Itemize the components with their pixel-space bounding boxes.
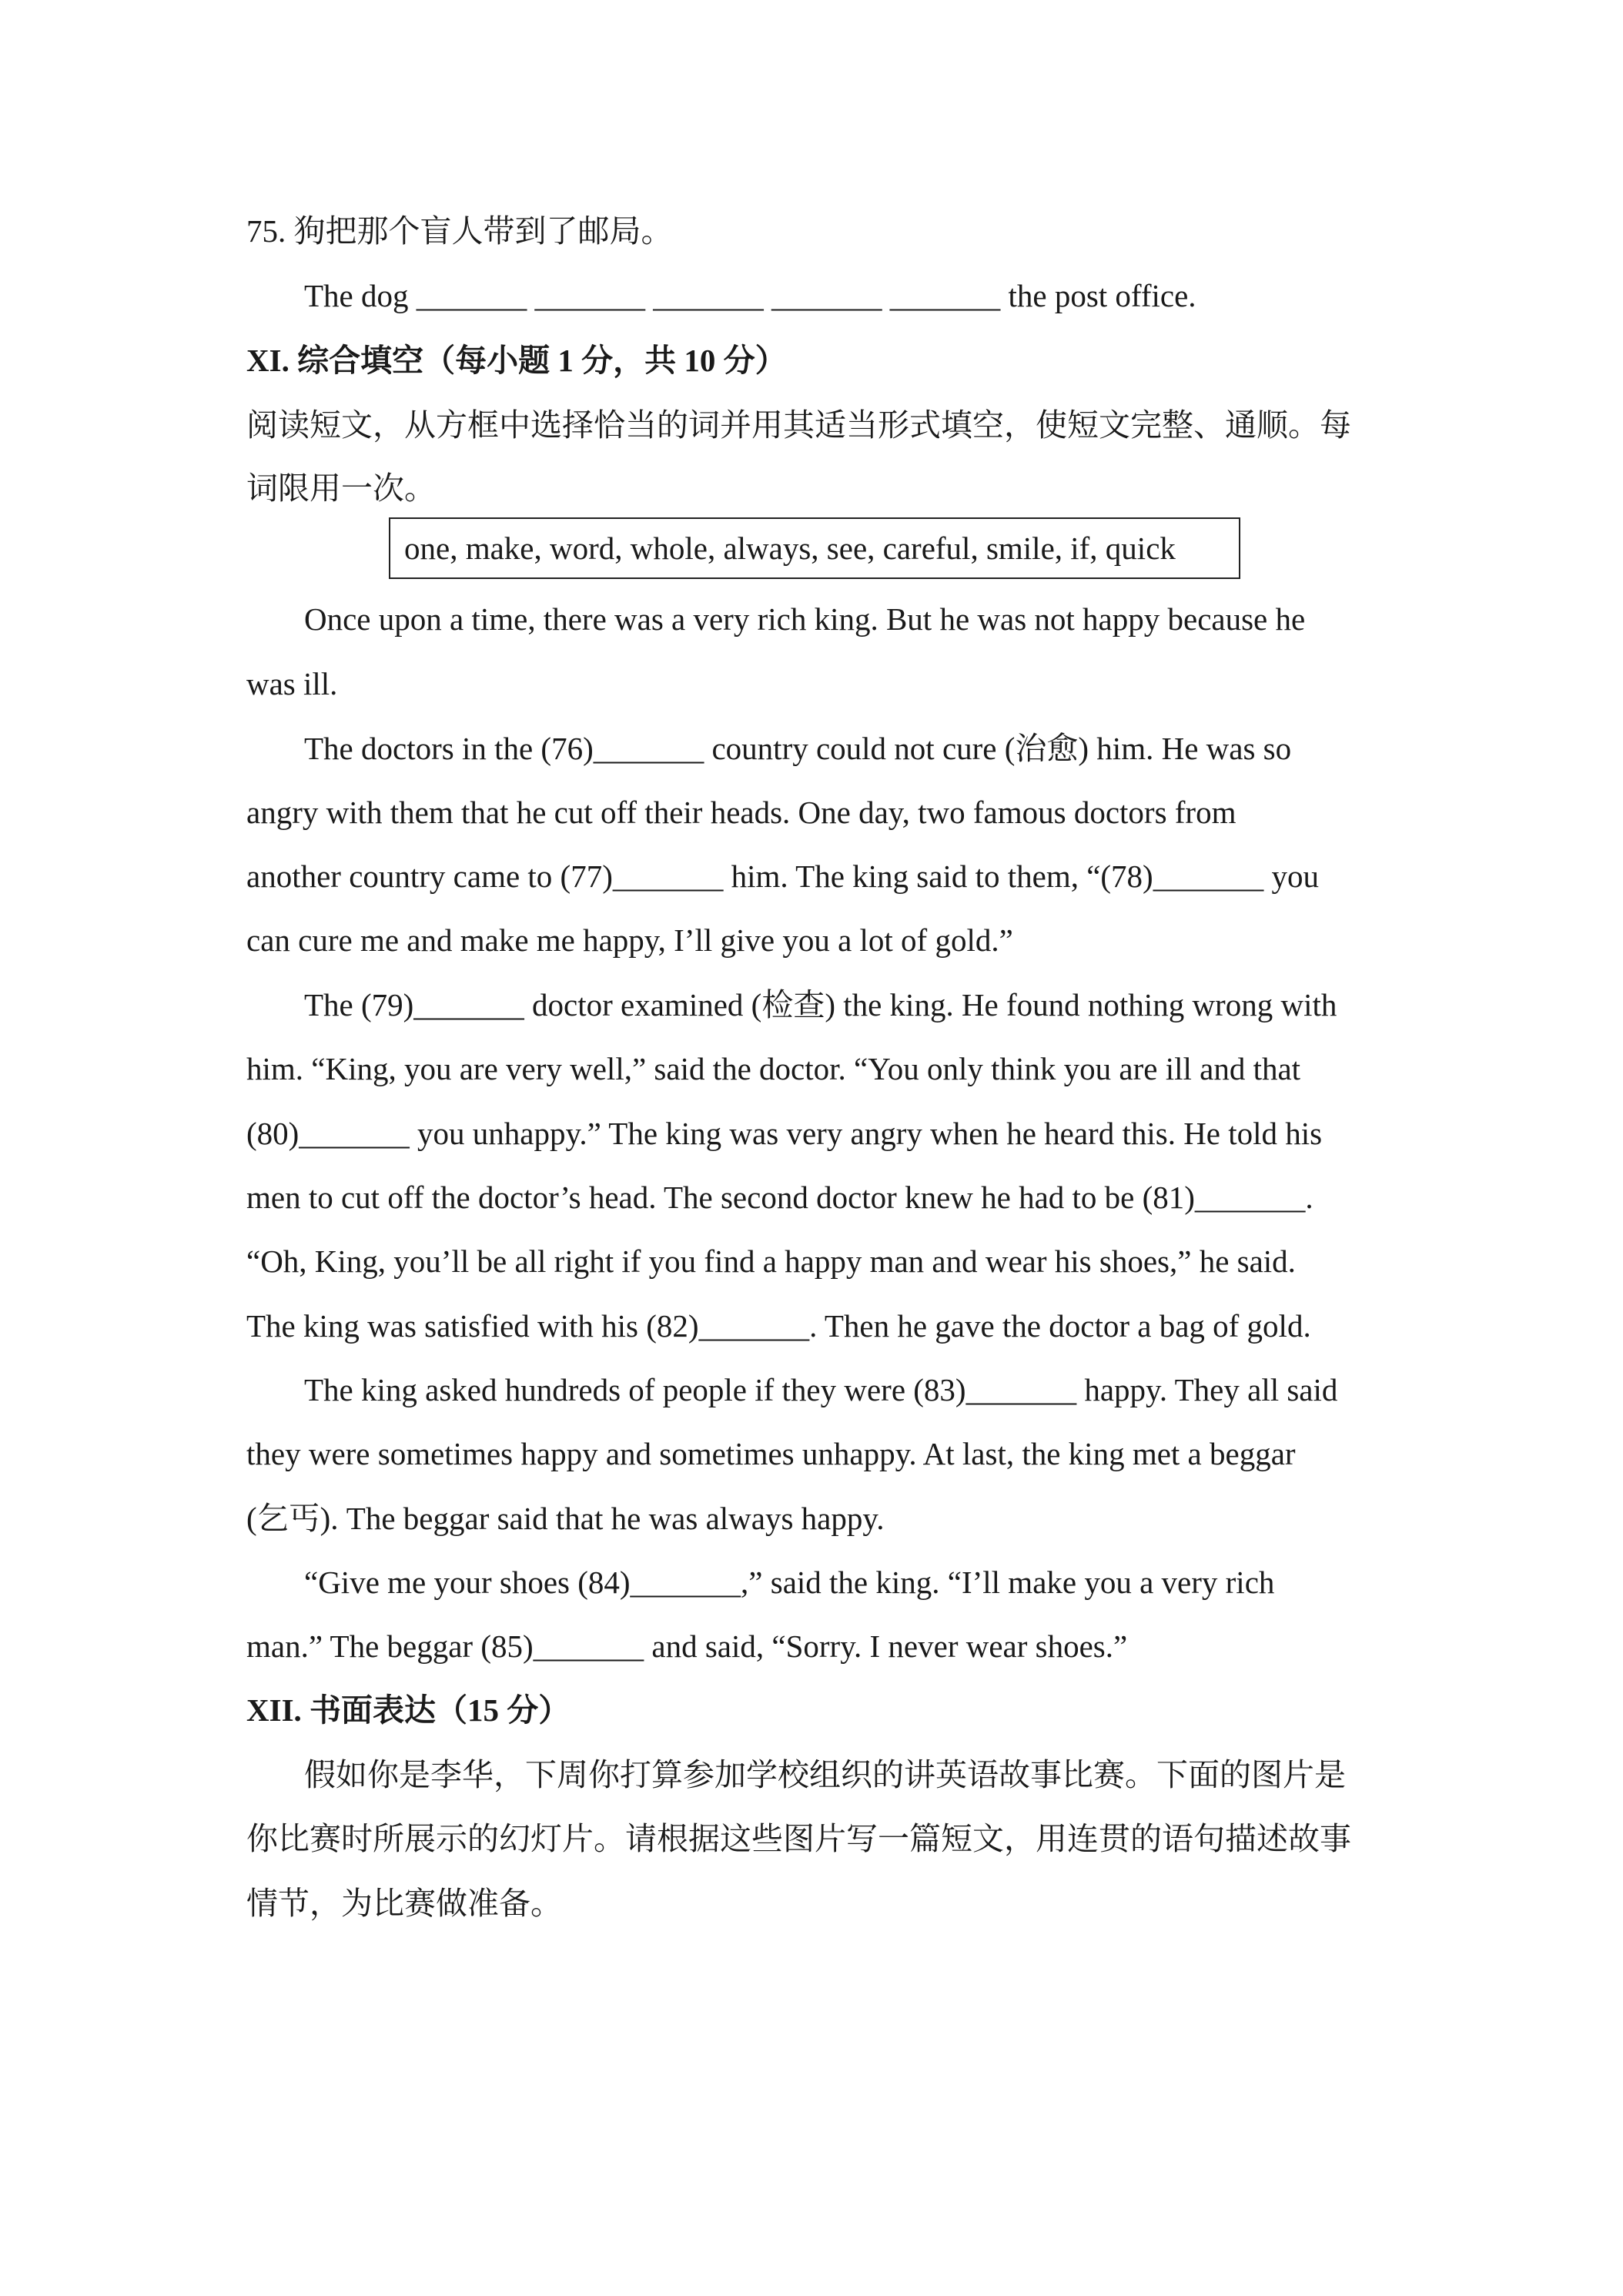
q75-answer-line: The dog _______ _______ _______ _______ _______ the post office. bbox=[304, 278, 1196, 313]
passage-line: can cure me and make me happy, I’ll give you a lot of gold.” bbox=[246, 922, 1013, 958]
passage-line: men to cut off the doctor’s head. The second doctor knew he had to be (81)_______. bbox=[246, 1180, 1313, 1215]
passage-line: “Oh, King, you’ll be all right if you find a happy man and wear his shoes,” he said. bbox=[246, 1243, 1296, 1279]
passage-line: (乞丐). The beggar said that he was always happy. bbox=[246, 1501, 885, 1536]
passage-line: The king asked hundreds of people if they were (83)_______ happy. They all said bbox=[304, 1372, 1338, 1407]
passage-line: him. “King, you are very well,” said the doctor. “You only think you are ill and that bbox=[246, 1051, 1301, 1086]
passage-line: another country came to (77)_______ him. The king said to them, “(78)_______ you bbox=[246, 858, 1319, 894]
passage-line: The (79)_______ doctor examined (检查) the king. He found nothing wrong with bbox=[304, 987, 1337, 1022]
passage-line: “Give me your shoes (84)_______,” said the king. “I’ll make you a very rich bbox=[304, 1565, 1275, 1600]
passage-line: (80)_______ you unhappy.” The king was very angry when he heard this. He told his bbox=[246, 1116, 1323, 1151]
section-11-instruction-line: 词限用一次。 bbox=[246, 470, 436, 506]
passage-line: angry with them that he cut off their heads. One day, two famous doctors from bbox=[246, 795, 1236, 830]
passage-line: they were sometimes happy and sometimes unhappy. At last, the king met a beggar bbox=[246, 1436, 1296, 1471]
q75-prompt: 75. 狗把那个盲人带到了邮局。 bbox=[246, 213, 673, 249]
word-bank-box: one, make, word, whole, always, see, careful, smile, if, quick bbox=[389, 517, 1240, 579]
passage-line: man.” The beggar (85)_______ and said, “Sorry. I never wear shoes.” bbox=[246, 1628, 1128, 1664]
passage-line: Once upon a time, there was a very rich king. But he was not happy because he bbox=[304, 601, 1306, 637]
section-11-heading: XI. 综合填空（每小题 1 分，共 10 分） bbox=[246, 343, 787, 378]
section-12-heading: XII. 书面表达（15 分） bbox=[246, 1692, 571, 1728]
section-12-instruction-line: 假如你是李华，下周你打算参加学校组织的讲英语故事比赛。下面的图片是 bbox=[304, 1757, 1346, 1792]
section-11-instruction-line: 阅读短文，从方框中选择恰当的词并用其适当形式填空，使短文完整、通顺。每 bbox=[246, 407, 1351, 443]
passage-line: The king was satisfied with his (82)_______. Then he gave the doctor a bag of gold. bbox=[246, 1308, 1311, 1344]
passage-line: was ill. bbox=[246, 666, 338, 701]
passage-line: The doctors in the (76)_______ country could not cure (治愈) him. He was so bbox=[304, 731, 1292, 766]
section-12-instruction-line: 你比赛时所展示的幻灯片。请根据这些图片写一篇短文，用连贯的语句描述故事 bbox=[246, 1821, 1351, 1856]
section-12-instruction-line: 情节，为比赛做准备。 bbox=[246, 1886, 562, 1921]
